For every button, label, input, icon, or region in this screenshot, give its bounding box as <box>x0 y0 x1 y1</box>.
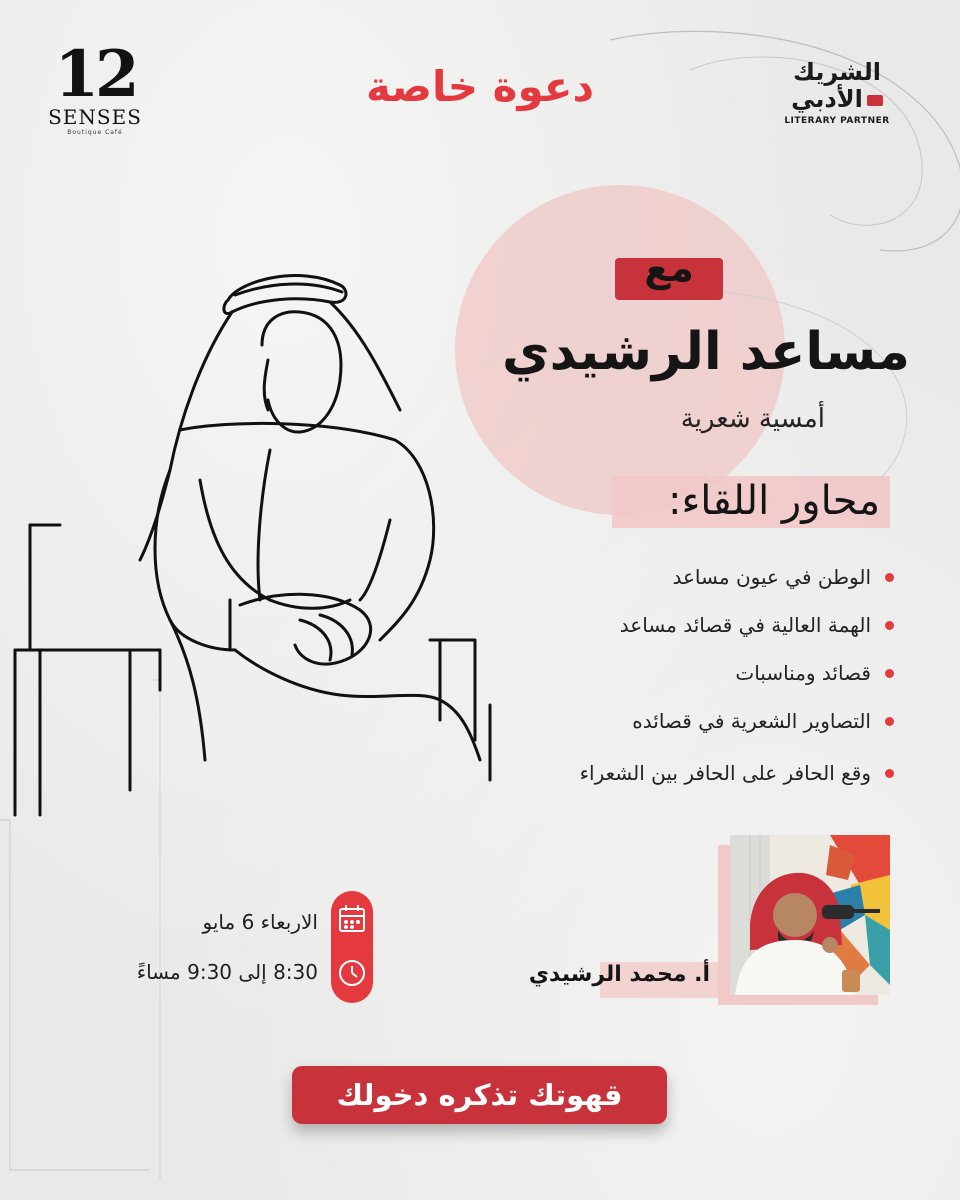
partner-logo-line1: الشريك <box>793 58 881 86</box>
host-name: أ. محمد الرشيدي <box>528 962 710 987</box>
topic-item <box>580 758 894 788</box>
topic-item <box>620 610 894 640</box>
topic-text: قصائد ومناسبات <box>735 661 871 685</box>
invite-title: دعوة خاصة <box>365 62 595 111</box>
coffee-ticket-button[interactable]: قهوتك تذكره دخولك <box>292 1066 667 1124</box>
bullet-dot-icon <box>885 669 894 678</box>
cafe-logo <box>30 37 160 136</box>
topic-item <box>673 562 895 592</box>
clock-icon <box>340 961 364 985</box>
with-label: مع <box>644 246 694 290</box>
cafe-logo-subtitle: Boutique Café <box>67 129 123 136</box>
topic-text: التصاوير الشعرية في قصائده <box>632 709 871 733</box>
topics-title: محاور اللقاء: <box>667 478 880 524</box>
event-time: 8:30 إلى 9:30 مساءً <box>136 960 318 984</box>
topic-item <box>632 706 894 736</box>
bullet-dot-icon <box>885 621 894 630</box>
partner-logo-line2 <box>778 86 896 112</box>
host-photo-illustration <box>730 835 890 995</box>
topic-text: وقع الحافر على الحافر بين الشعراء <box>579 761 871 785</box>
bullet-dot-icon <box>885 573 894 582</box>
event-date: الاربعاء 6 مايو <box>202 910 318 934</box>
bullet-dot-icon <box>885 717 894 726</box>
topic-text: الهمة العالية في قصائد مساعد <box>619 613 871 637</box>
bullet-dot-icon <box>885 769 894 778</box>
partner-logo-english: LITERARY PARTNER <box>784 116 890 126</box>
event-type: أمسية شعرية <box>680 404 825 434</box>
schedule-icons <box>331 891 373 1003</box>
cafe-logo-number: 12 <box>54 37 136 112</box>
literary-partner-logo <box>778 58 896 126</box>
topic-text: الوطن في عيون مساعد <box>672 565 871 589</box>
topic-item <box>735 658 894 688</box>
calendar-icon <box>340 905 364 931</box>
book-icon <box>867 95 883 106</box>
schedule-pill <box>331 891 373 1003</box>
guest-name: مساعد الرشيدي <box>501 322 910 382</box>
host-photo <box>730 835 890 995</box>
seated-man-drawing <box>15 276 490 815</box>
cafe-logo-name: SENSES <box>48 105 142 129</box>
partner-logo-line2-text: الأدبي <box>791 85 863 113</box>
